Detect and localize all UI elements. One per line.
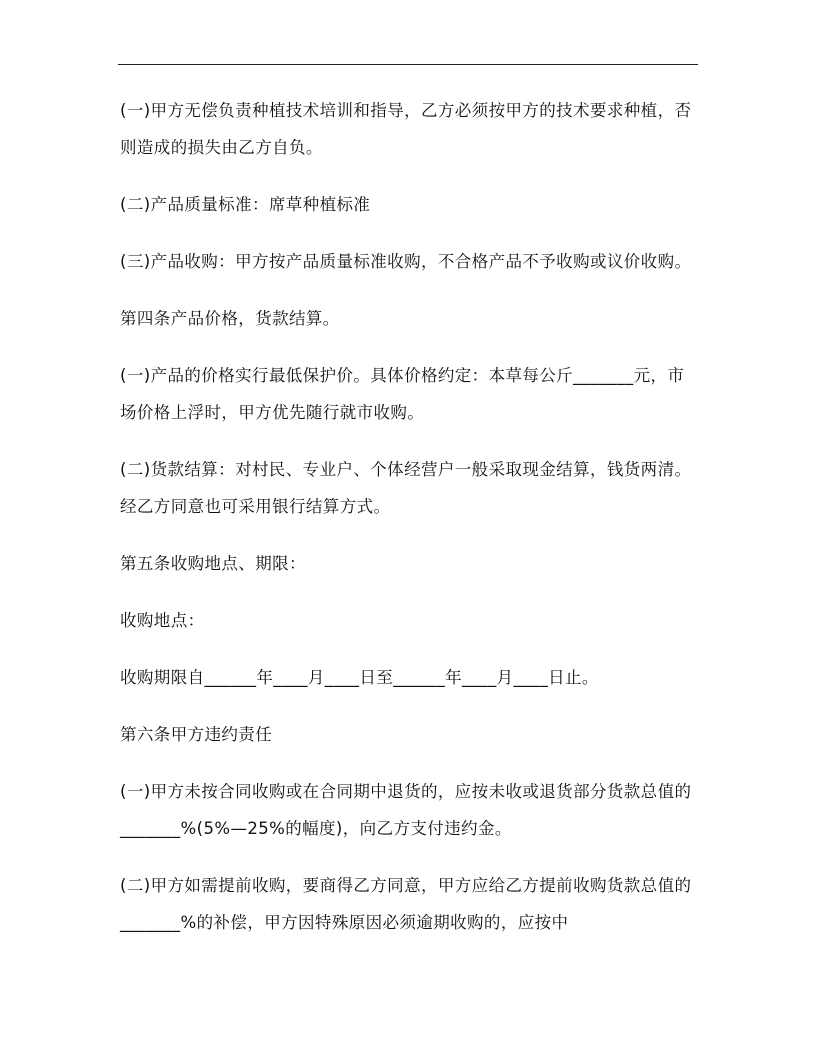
- clause-breach-return: (一)甲方未按合同收购或在合同期中退货的，应按未收或退货部分货款总值的_______%(5%—25%的幅度)，向乙方支付违约金。: [120, 782, 692, 838]
- article-5-heading: 第五条收购地点、期限：: [120, 554, 306, 573]
- purchase-location: 收购地点：: [120, 611, 205, 630]
- clause-training: (一)甲方无偿负责种植技术培训和指导，乙方必须按甲方的技术要求种植，否则造成的损失由乙方自负。: [120, 101, 692, 157]
- article-4-heading: 第四条产品价格，货款结算。: [120, 309, 340, 328]
- clause-payment: (二)货款结算：对村民、专业户、个体经营户一般采取现金结算，钱货两清。经乙方同意也可采用银行结算方式。: [120, 460, 692, 516]
- purchase-period: 收购期限自______年____月____日至______年____月____日止。: [120, 668, 599, 687]
- clause-product-purchase: (三)产品收购：甲方按产品质量标准收购，不合格产品不予收购或议价收购。: [120, 252, 692, 271]
- clause-quality-standard: (二)产品质量标准：席草种植标准: [120, 195, 371, 214]
- clause-early-purchase: (二)甲方如需提前收购，要商得乙方同意，甲方应给乙方提前收购货款总值的_______%的补偿，甲方因特殊原因必须逾期收购的，应按中: [120, 876, 692, 932]
- article-6-heading: 第六条甲方违约责任: [120, 725, 273, 744]
- clause-price: (一)产品的价格实行最低保护价。具体价格约定：本草每公斤_______元，市场价格上浮时，甲方优先随行就市收购。: [120, 366, 685, 422]
- header-rule: [118, 64, 698, 65]
- document-body: [120, 92, 692, 941]
